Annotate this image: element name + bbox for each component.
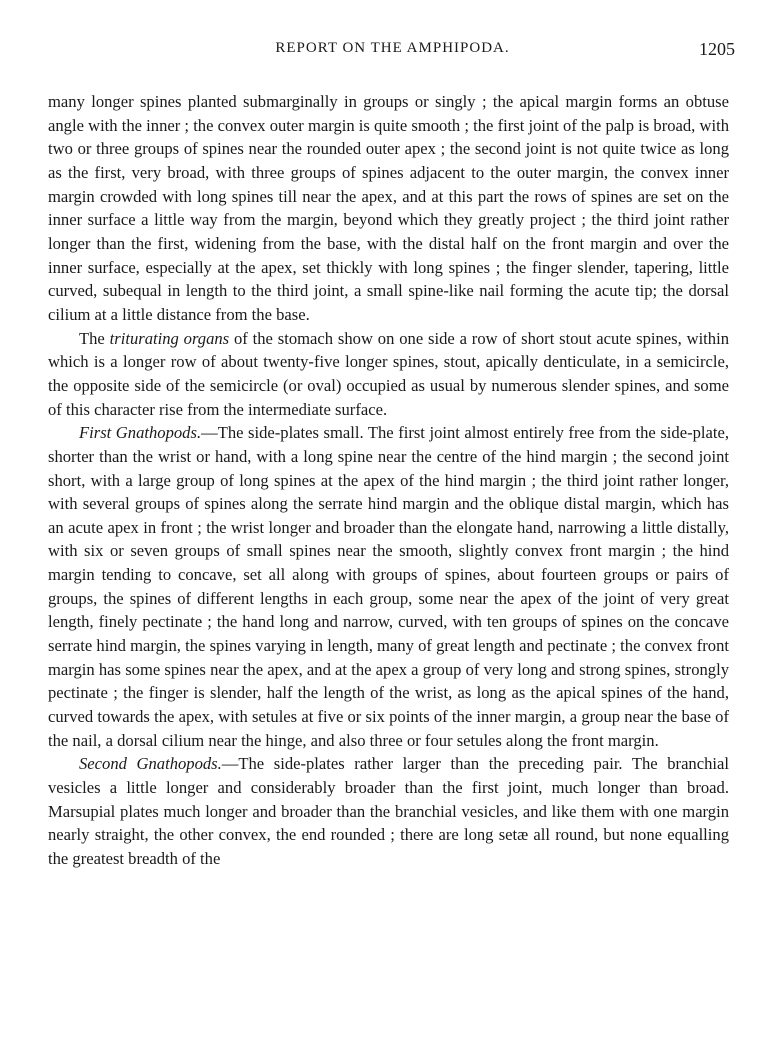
paragraph-lead: The [79,328,110,348]
paragraph-text: —The side-plates rather larger than the preceding pair. The branchial vesicles a little longer and considerably broader than the first joint, much longer than broad. Marsupial plates much longer and broader than the branchial vesicles, and like them with one margin nearly straight, the other convex, the end rounded ; there are long setæ all round, but none equalling the greatest breadth of the [48,754,729,868]
page-header [48,40,737,64]
paragraph-text: many longer spines planted submarginally in groups or singly ; the apical margin forms an obtuse angle with the inner ; the convex outer margin is quite smooth ; the first joint of the palp is broad, with two or three groups of spines near the rounded outer apex ; the second joint is not quite twice as long as the first, very broad, with three groups of spines adjacent to the outer margin, the convex inner margin crowded with long spines till near the apex, and at this part the rows of spines are set on the inner surface a little way from the margin, beyond which they greatly project ; the third joint rather longer than the first, widening from the base, with the distal half on the front margin and over the inner surface, especially at the apex, set thickly with long spines ; the finger slender, tapering, little curved, subequal in length to the third joint, a small spine-like nail forming the acute tip; the dorsal cilium at a little distance from the base. [48,92,729,324]
running-head: REPORT ON THE AMPHIPODA. [275,40,510,56]
page-number: 1205 [699,39,735,59]
paragraph-triturating-organs [48,327,729,422]
paragraph-second-gnathopods [48,752,729,870]
body-text [48,90,729,871]
paragraph-text: of the stomach show on one side a row of short stout acute spines, within which is a longer row of about twenty-five longer spines, stout, apically denticulate, in a semicircle, the opposite side of the semicircle (or oval) occupied as usual by numerous slender spines, and some of this character rise from the intermediate surface. [48,328,729,419]
paragraph-italic-heading: First Gnathopods. [79,423,202,443]
paragraph-text: —The side-plates small. The first joint almost entirely free from the side-plate, shorter than the wrist or hand, with a long spine near the centre of the hind margin ; the second joint short, with a large group of long spines at the apex of the hind margin ; the third joint rather longer, with several groups of spines along the serrate hind margin and the oblique distal margin, which has an acute apex in front ; the wrist longer and broader than the elongate hand, narrowing a little distally, with six or seven groups of small spines near the smooth, slightly convex front margin ; the hind margin tending to concave, set all along with groups of spines, about fourteen groups or pairs of groups, the spines of different lengths in each group, some near the apex of the joint of very great length, finely pectinate ; the hand long and narrow, curved, with ten groups of spines on the concave serrate hind margin, the spines varying in length, many of great length and pectinate ; the convex front margin has some spines near the apex, and at the apex a group of very long and strong spines, strongly pectinate ; the finger is slender, half the length of the wrist, as long as the apical spines of the hand, curved towards the apex, with setules at five or six points of the inner margin, a group near the base of the nail, a dorsal cilium near the hinge, and also three or four setules along the front margin. [48,423,729,750]
paragraph-italic-term: triturating organs [109,328,230,348]
paragraph-italic-heading: Second Gnathopods. [79,754,222,774]
paragraph-first-gnathopods [48,421,729,752]
paragraph-maxilliped-continuation [48,90,729,327]
